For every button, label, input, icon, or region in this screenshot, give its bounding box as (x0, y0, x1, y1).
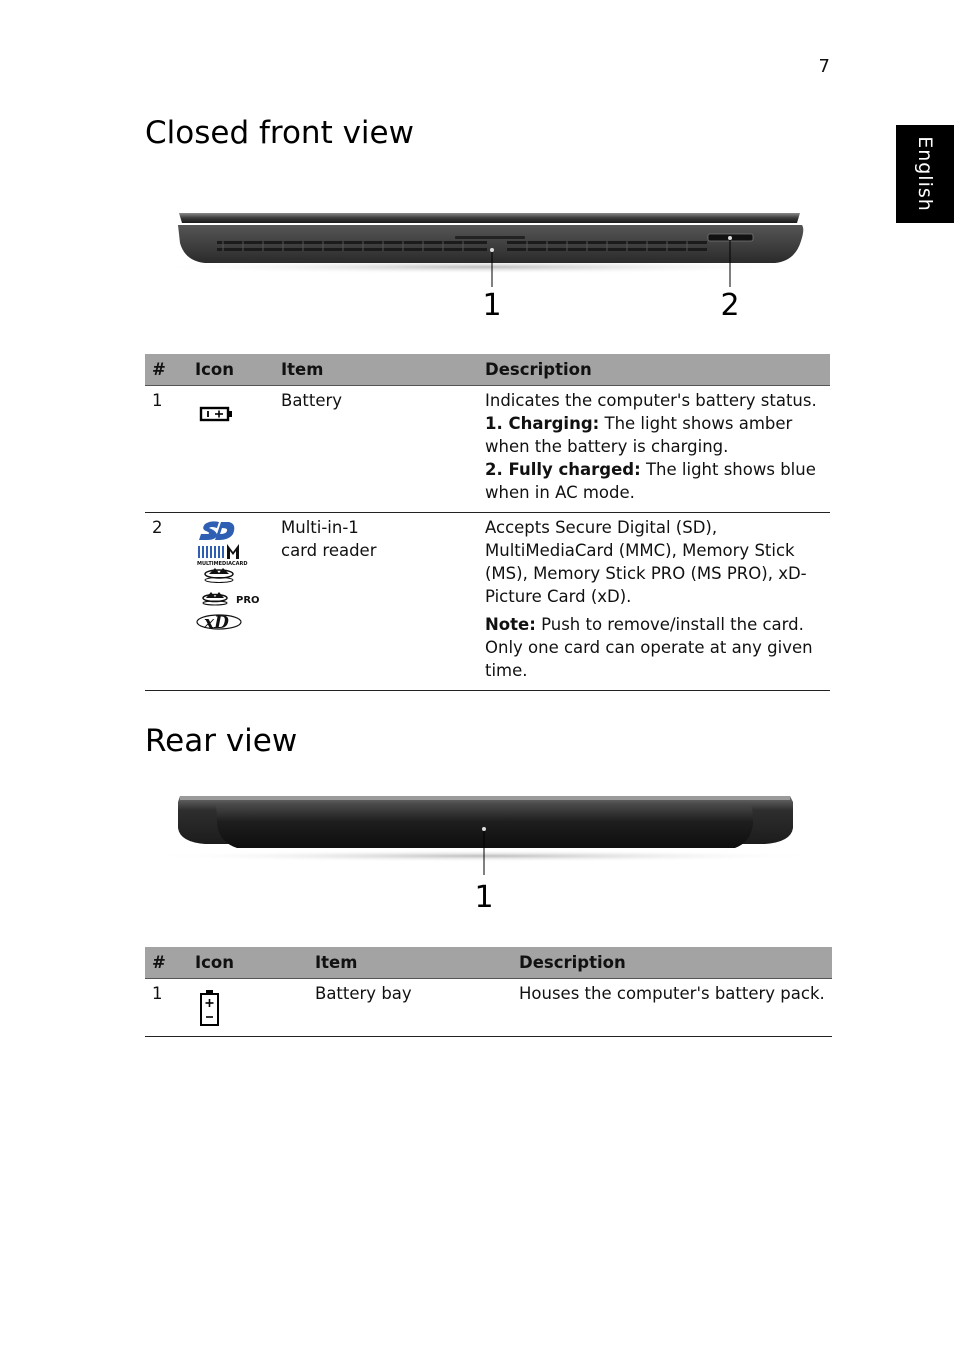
front-view-table (145, 354, 830, 691)
rear-view-illustration (145, 790, 830, 915)
header-description: Description (512, 947, 832, 979)
note-text: Push to remove/install the card. Only one card can operate at any given time. (485, 615, 813, 680)
front-callout-2: 2 (720, 288, 740, 323)
language-tab (896, 125, 954, 223)
row-description (478, 513, 830, 691)
note-label: Note: (485, 615, 536, 634)
table-row (145, 386, 830, 513)
card-logos-icon (195, 518, 265, 636)
fully-charged-text: The light shows blue when in AC mode. (485, 460, 816, 502)
row-item (274, 513, 478, 691)
battery-status-icon (195, 399, 235, 429)
charging-label: 1. Charging: (485, 414, 600, 433)
row-description (478, 386, 830, 513)
row-number: 1 (145, 386, 188, 513)
rear-view-table (145, 947, 832, 1037)
rear-callout-1: 1 (474, 880, 494, 915)
language-tab-label: English (914, 136, 936, 212)
description-intro: Indicates the computer's battery status. (485, 391, 817, 410)
table-row (145, 513, 830, 691)
header-icon: Icon (188, 354, 274, 386)
row-number: 1 (145, 979, 188, 1037)
closed-front-view-title: Closed front view (145, 115, 414, 151)
header-item: Item (274, 354, 478, 386)
header-item: Item (308, 947, 512, 979)
row-item: Battery bay (308, 979, 512, 1037)
table-row (145, 979, 832, 1037)
pro-logo-text: PRO (236, 595, 260, 606)
header-icon: Icon (188, 947, 308, 979)
item-line-1: Multi-in-1 (281, 518, 359, 537)
table-header-row (145, 354, 830, 386)
page-number: 7 (818, 56, 830, 77)
row-number: 2 (145, 513, 188, 691)
card-reader-note (485, 613, 826, 682)
battery-bay-icon (195, 988, 225, 1028)
xd-logo-text: xD (204, 613, 229, 633)
header-number: # (145, 354, 188, 386)
charging-text: The light shows amber when the battery is charging. (485, 414, 793, 456)
row-description: Houses the computer's battery pack. (512, 979, 832, 1037)
mmc-logo-text: MULTIMEDIACARD (197, 561, 248, 567)
description-charging (485, 412, 826, 458)
row-item: Battery (274, 386, 478, 513)
card-reader-description: Accepts Secure Digital (SD), MultiMediaCard (MMC), Memory Stick (MS), Memory Stick PRO (MS PRO), xD-Picture Card (xD). (485, 518, 807, 606)
table-header-row (145, 947, 832, 979)
memory-stick-pro-logo-icon (203, 592, 260, 606)
item-line-2: card reader (281, 541, 377, 560)
header-number: # (145, 947, 188, 979)
header-description: Description (478, 354, 830, 386)
xd-logo-icon (197, 613, 241, 633)
mmc-logo-icon (197, 544, 247, 567)
memory-stick-logo-icon (205, 568, 233, 583)
front-callout-1: 1 (482, 288, 502, 323)
closed-front-view-illustration (145, 205, 820, 325)
sd-logo-icon (199, 521, 234, 540)
rear-view-title: Rear view (145, 723, 298, 759)
description-fully-charged (485, 458, 826, 504)
fully-charged-label: 2. Fully charged: (485, 460, 641, 479)
